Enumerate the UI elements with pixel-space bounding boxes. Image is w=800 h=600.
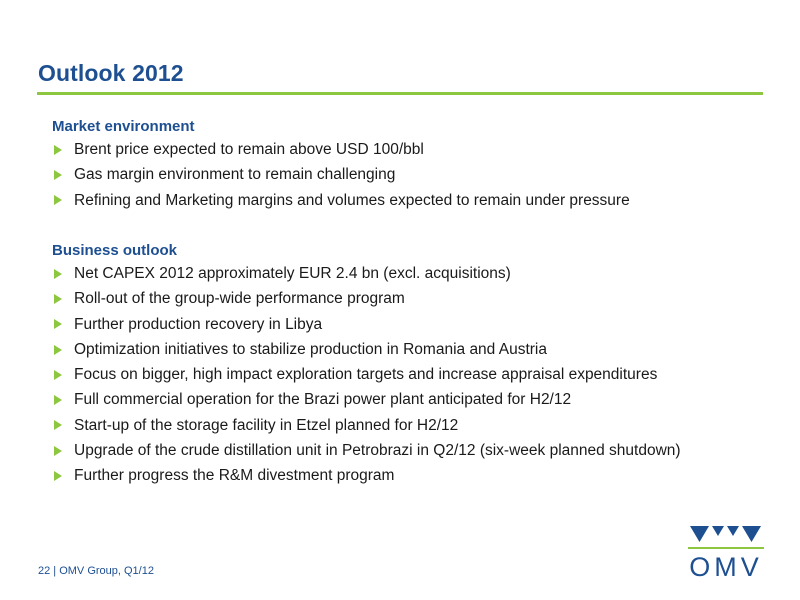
list-item <box>52 438 681 463</box>
list-item <box>52 286 681 311</box>
list-item-text: Net CAPEX 2012 approximately EUR 2.4 bn (excl. acquisitions) <box>74 265 511 282</box>
list-item <box>52 137 630 162</box>
list-item-text: Roll-out of the group-wide performance program <box>74 290 405 308</box>
list-item <box>52 362 681 387</box>
list-item-text: Full commercial operation for the Brazi power plant anticipated for H2/12 <box>74 391 572 409</box>
bullet-triangle-icon <box>54 446 62 456</box>
bullet-triangle-icon <box>54 345 62 355</box>
list-item-text: Gas margin environment to remain challenging <box>74 166 396 184</box>
market-environment-list <box>52 137 630 213</box>
bullet-triangle-icon <box>54 294 62 304</box>
omv-logo-wordmark: OMV <box>689 552 763 582</box>
omv-logo <box>688 522 764 580</box>
list-item-text: Further production recovery in Libya <box>74 315 323 333</box>
list-item <box>52 413 681 438</box>
bullet-triangle-icon <box>54 471 62 481</box>
list-item-text: Start-up of the storage facility in Etzel planned for H2/12 <box>74 416 459 434</box>
list-item <box>52 337 681 362</box>
list-item-text: Brent price expected to remain above USD 100/bbl <box>74 141 424 158</box>
list-item <box>52 312 681 337</box>
bullet-triangle-icon <box>54 420 62 430</box>
business-outlook-heading: Business outlook <box>52 242 178 259</box>
list-item <box>52 162 630 187</box>
slide-footer: 22 | OMV Group, Q1/12 <box>38 565 154 577</box>
list-item <box>52 463 681 488</box>
bullet-triangle-icon <box>54 319 62 329</box>
bullet-triangle-icon <box>54 395 62 405</box>
list-item-text: Optimization initiatives to stabilize production in Romania and Austria <box>74 340 547 358</box>
list-item <box>52 261 681 286</box>
list-item <box>52 188 630 213</box>
list-item-text: Refining and Marketing margins and volumes expected to remain under pressure <box>74 191 630 209</box>
bullet-triangle-icon <box>54 145 62 155</box>
bullet-triangle-icon <box>54 269 62 279</box>
bullet-triangle-icon <box>54 370 62 380</box>
list-item-text: Focus on bigger, high impact exploration targets and increase appraisal expenditures <box>74 366 658 384</box>
list-item-text: Further progress the R&M divestment program <box>74 467 395 485</box>
market-environment-heading: Market environment <box>52 118 195 135</box>
list-item-text: Upgrade of the crude distillation unit in Petrobrazi in Q2/12 (six-week planned shutdown) <box>74 442 681 460</box>
omv-logo-mark-icon <box>688 522 764 552</box>
bullet-triangle-icon <box>54 195 62 205</box>
bullet-triangle-icon <box>54 170 62 180</box>
business-outlook-list <box>52 261 681 489</box>
title-divider <box>37 92 763 95</box>
list-item <box>52 387 681 412</box>
page-title: Outlook 2012 <box>38 60 184 86</box>
